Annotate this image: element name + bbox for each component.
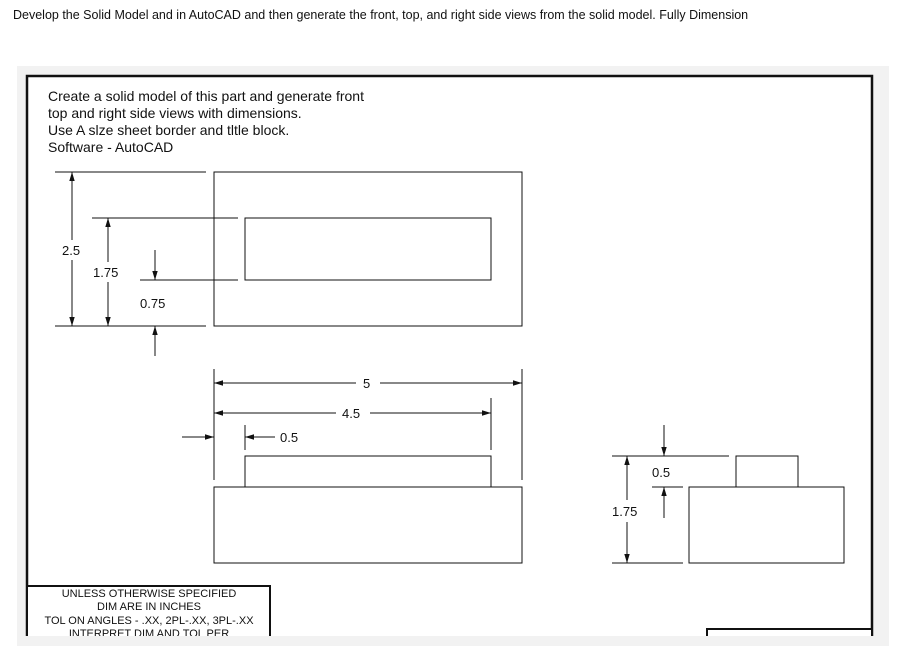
note-line-4: Software - AutoCAD [48, 139, 174, 155]
title-block-line-1: UNLESS OTHERWISE SPECIFIED [61, 588, 237, 600]
title-block-line-2: DIM ARE IN INCHES [97, 601, 201, 613]
dim-2-5-label: 2.5 [62, 243, 81, 258]
title-block-line-4: INTERPRET DIM AND TOL PER [68, 628, 230, 636]
dim-4-5-label: 4.5 [342, 406, 361, 421]
dim-side-0-5-label: 0.5 [652, 465, 671, 480]
title-block-right [707, 629, 872, 636]
sheet-border [27, 76, 872, 636]
instruction-text: Develop the Solid Model and in AutoCAD and then generate the front, top, and right side views from the solid model. Fully Dimension [13, 8, 749, 22]
note-line-2: top and right side views with dimensions. [48, 105, 302, 121]
dim-0-75-label: 0.75 [140, 296, 166, 311]
dim-5-label: 5 [363, 376, 371, 391]
dim-0-5-label: 0.5 [280, 430, 299, 445]
note-line-1: Create a solid model of this part and generate front [48, 88, 364, 104]
dim-side-1-75-label: 1.75 [612, 504, 638, 519]
note-line-3: Use A slze sheet border and tltle block. [48, 122, 290, 138]
dim-1-75-label: 1.75 [93, 265, 119, 280]
title-block-line-3: TOL ON ANGLES - .XX, 2PL-.XX, 3PL-.XX [44, 615, 254, 627]
